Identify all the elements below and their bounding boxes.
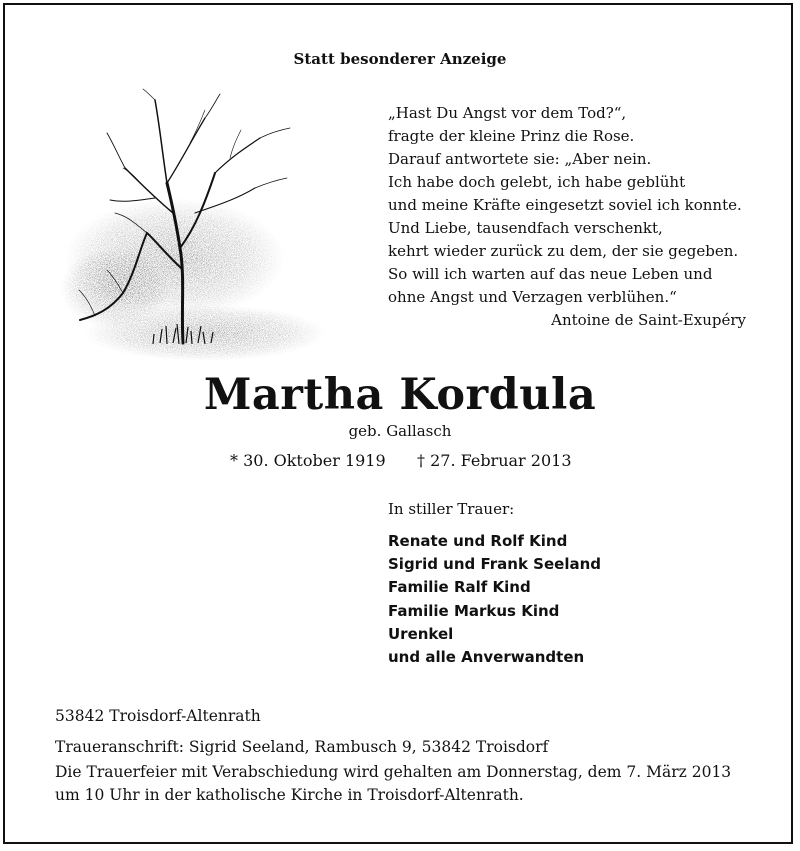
birth-date: * 30. Oktober 1919 [230,451,386,470]
mourner-name: und alle Anverwandten [388,648,585,667]
mourning-label: In stiller Trauer: [388,500,515,518]
maiden-name: geb. Gallasch [348,422,452,440]
poem-line: fragte der kleine Prinz die Rose. [388,127,635,145]
mourner-name: Urenkel [388,624,454,643]
mourner-name: Familie Markus Kind [388,601,560,620]
poem-line: kehrt wieder zurück zu dem, der sie gegeben. [388,242,739,260]
mourner-name: Renate und Rolf Kind [388,532,568,550]
mourner-name: Sigrid und Frank Seeland [388,555,602,574]
death-date: † 27. Februar 2013 [417,451,572,470]
poem-author: Antoine de Saint-Exupéry [551,311,746,329]
mourning-address: Traueranschrift: Sigrid Seeland, Rambusch 9, 53842 Troisdorf [55,738,549,756]
poem-line: Und Liebe, tausendfach verschenkt, [388,219,663,237]
place-line: 53842 Troisdorf-Altenrath [55,707,261,725]
poem-line: So will ich warten auf das neue Leben und [388,265,713,283]
poem-line: „Hast Du Angst vor dem Tod?“, [388,104,627,122]
poem-line: und meine Kräfte eingesetzt soviel ich konnte. [388,196,742,214]
poem-line: Darauf antwortete sie: „Aber nein. [388,150,652,168]
life-dates [230,451,575,470]
mourner-name: Familie Ralf Kind [388,578,531,597]
notice-header: Statt besonderer Anzeige [293,50,507,68]
footer-info [55,705,755,807]
deceased-name: Martha Kordula [203,370,597,420]
ceremony-info: Die Trauerfeier mit Verabschiedung wird gehalten am Donnerstag, dem 7. März 2013 um 10 Uhr in der katholische Kirche in Troisdorf-Altenrath. [55,763,732,804]
poem-line: Ich habe doch gelebt, ich habe geblüht [388,173,686,191]
poem-quote [388,102,748,332]
tree-illustration [55,88,355,373]
mourners-list [388,530,601,669]
poem-line: ohne Angst und Verzagen verblühen.“ [388,288,677,306]
